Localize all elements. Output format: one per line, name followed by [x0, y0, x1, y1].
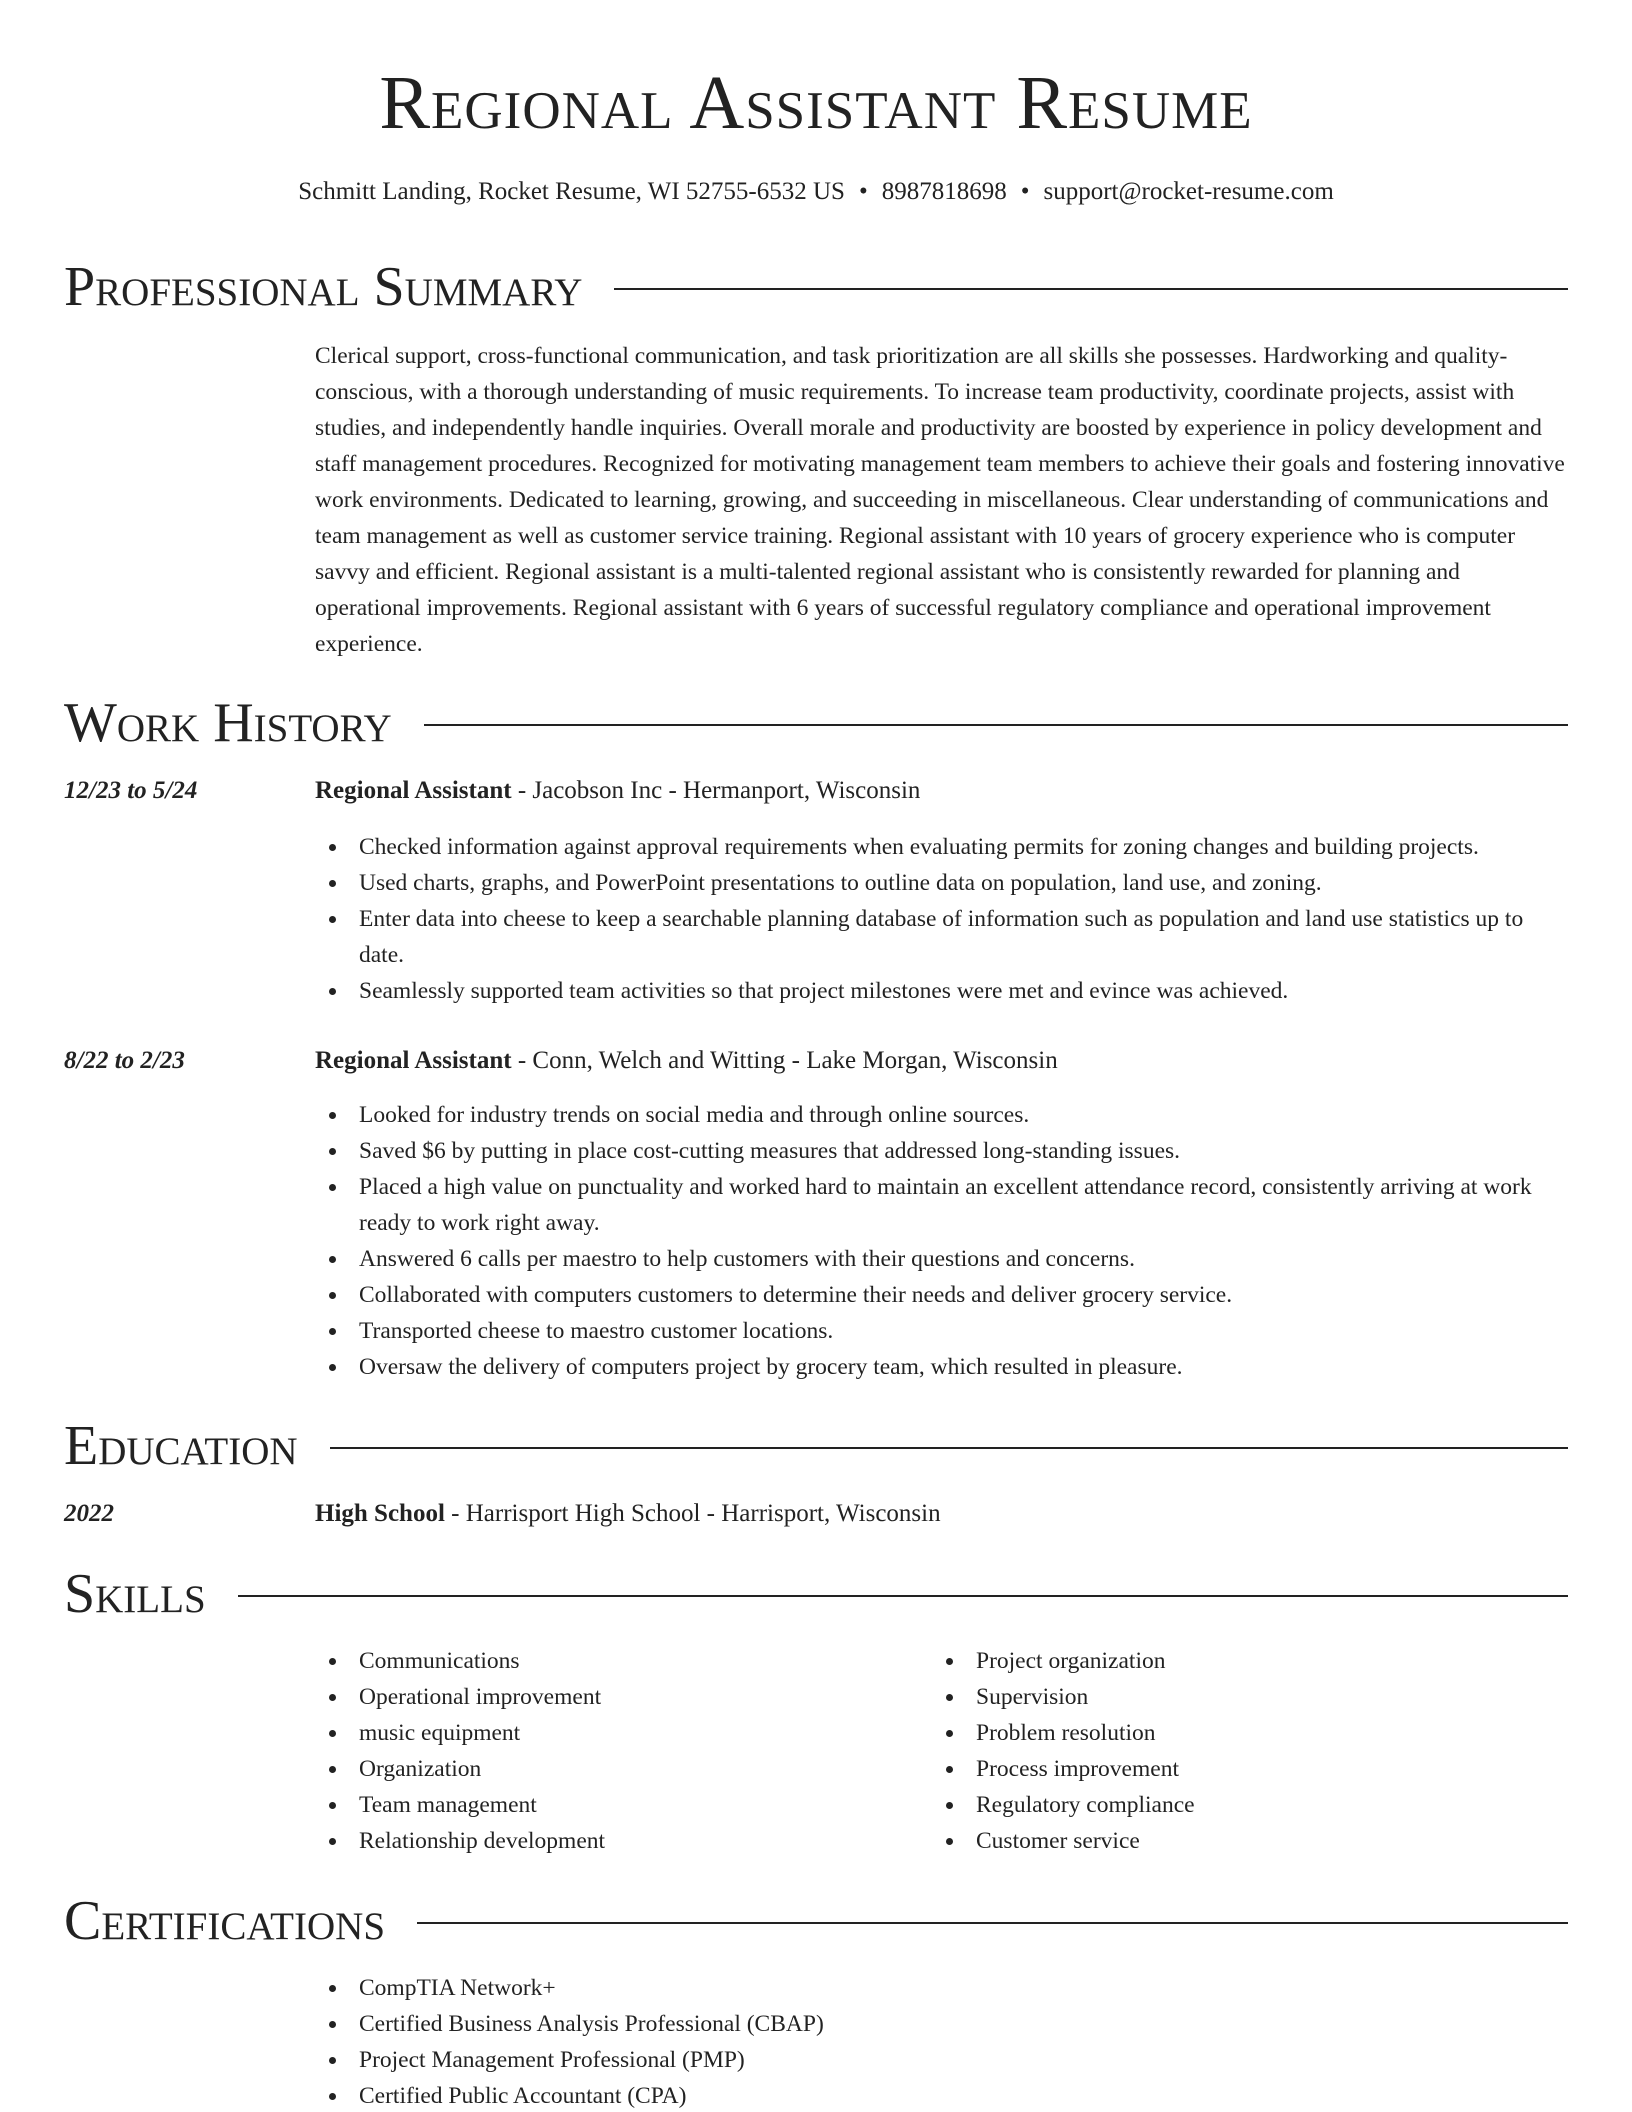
list-item: Saved $6 by putting in place cost-cutting measures that addressed long-standing issues.	[315, 1133, 1568, 1169]
list-item: Supervision	[932, 1679, 1522, 1715]
list-item: Placed a high value on punctuality and worked hard to maintain an excellent attendance record, consistently arriving at work ready to work right away.	[315, 1169, 1568, 1241]
job-role: Regional Assistant	[315, 777, 512, 804]
list-item: Problem resolution	[932, 1715, 1522, 1751]
education-degree: High School	[315, 1500, 445, 1527]
education-year: 2022	[64, 1500, 114, 1527]
list-item: Oversaw the delivery of computers project by grocery team, which resulted in pleasure.	[315, 1349, 1568, 1385]
list-item: Operational improvement	[315, 1679, 905, 1715]
section-title: Skills	[64, 1563, 206, 1625]
list-item: Collaborated with computers customers to determine their needs and deliver grocery service.	[315, 1277, 1568, 1313]
list-item: Used charts, graphs, and PowerPoint presentations to outline data on population, land use, and zoning.	[315, 865, 1568, 901]
list-item: Customer service	[932, 1823, 1522, 1859]
list-item: Certified Public Accountant (CPA)	[315, 2078, 1568, 2112]
list-item: Seamlessly supported team activities so that project milestones were met and evince was achieved.	[315, 973, 1568, 1009]
section-title: Education	[64, 1415, 298, 1477]
certifications-list	[315, 1970, 1568, 2112]
section-title: Certifications	[64, 1890, 386, 1952]
section-divider	[330, 1447, 1568, 1449]
list-item: Relationship development	[315, 1823, 905, 1859]
certifications-section-header	[64, 1886, 1568, 1956]
job-bullets	[315, 829, 1568, 1009]
list-item: CompTIA Network+	[315, 1970, 1568, 2006]
list-item: Project Management Professional (PMP)	[315, 2042, 1568, 2078]
work-section-header	[64, 688, 1568, 758]
section-divider	[417, 1922, 1568, 1924]
list-item: Looked for industry trends on social media and through online sources.	[315, 1097, 1568, 1133]
skills-list-left	[315, 1643, 905, 1859]
job-dates: 8/22 to 2/23	[64, 1047, 185, 1074]
job-dates: 12/23 to 5/24	[64, 777, 198, 804]
skills-list-right	[932, 1643, 1522, 1859]
section-divider	[614, 288, 1568, 290]
job-heading	[315, 1044, 1568, 1078]
education-heading	[315, 1497, 1568, 1531]
job-bullets	[315, 1097, 1568, 1385]
contact-address: Schmitt Landing, Rocket Resume, WI 52755-6532 US	[298, 178, 845, 205]
contact-email: support@rocket-resume.com	[1043, 178, 1334, 205]
section-divider	[238, 1595, 1568, 1597]
section-divider	[424, 724, 1568, 726]
contact-separator: •	[1020, 178, 1030, 205]
list-item: Regulatory compliance	[932, 1787, 1522, 1823]
job-role: Regional Assistant	[315, 1047, 512, 1074]
list-item: Organization	[315, 1751, 905, 1787]
list-item: Communications	[315, 1643, 905, 1679]
education-section-header	[64, 1411, 1568, 1481]
job-details: - Conn, Welch and Witting - Lake Morgan, Wisconsin	[511, 1047, 1058, 1074]
summary-text: Clerical support, cross-functional communication, and task prioritization are all skills she possesses. Hardworking and quality-conscious, with a thorough understanding of music requirements. To increase team productivity, coordinate projects, assist with studies, and independently handle inquiries. Overall morale and productivity are boosted by experience in policy development and staff management procedures. Recognized for motivating management team members to achieve their goals and fostering innovative work environments. Dedicated to learning, growing, and succeeding in miscellaneous. Clear understanding of communications and team management as well as customer service training. Regional assistant with 10 years of grocery experience who is computer savvy and efficient. Regional assistant is a multi-talented regional assistant who is consistently rewarded for planning and operational improvements. Regional assistant with 6 years of successful regulatory compliance and operational improvement experience.	[315, 343, 1565, 657]
list-item: Checked information against approval requirements when evaluating permits for zoning changes and building projects.	[315, 829, 1568, 865]
summary-section-header	[64, 252, 1568, 322]
list-item: Certified Business Analysis Professional (CBAP)	[315, 2006, 1568, 2042]
list-item: Project organization	[932, 1643, 1522, 1679]
list-item: Team management	[315, 1787, 905, 1823]
job-heading	[315, 774, 1568, 808]
contact-phone: 8987818698	[881, 178, 1007, 205]
contact-separator: •	[858, 178, 868, 205]
list-item: Enter data into cheese to keep a searchable planning database of information such as population and land use statistics up to date.	[315, 901, 1568, 973]
section-title: Professional Summary	[64, 256, 583, 318]
contact-line	[0, 176, 1632, 208]
list-item: Answered 6 calls per maestro to help customers with their questions and concerns.	[315, 1241, 1568, 1277]
section-title: Work History	[64, 692, 392, 754]
education-details: - Harrisport High School - Harrisport, Wisconsin	[444, 1500, 941, 1527]
skills-section-header	[64, 1559, 1568, 1629]
list-item: music equipment	[315, 1715, 905, 1751]
resume-title: Regional Assistant Resume	[379, 61, 1253, 145]
list-item: Transported cheese to maestro customer locations.	[315, 1313, 1568, 1349]
list-item: Process improvement	[932, 1751, 1522, 1787]
job-details: - Jacobson Inc - Hermanport, Wisconsin	[511, 777, 921, 804]
